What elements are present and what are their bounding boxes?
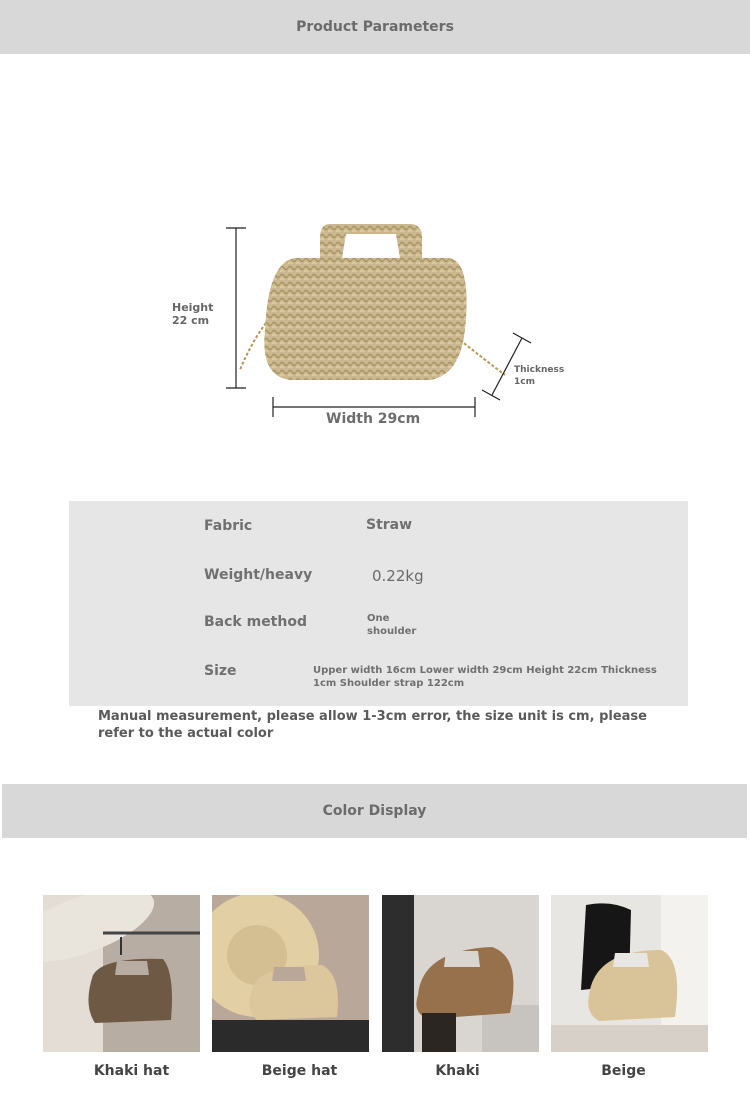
color-thumb-beige-hat[interactable] (212, 895, 369, 1052)
back-method-key: Back method (204, 614, 307, 630)
color-thumb-khaki-hat[interactable] (43, 895, 200, 1052)
color-label-beige: Beige (601, 1063, 646, 1079)
color-label-khaki-hat: Khaki hat (93, 1063, 170, 1079)
color-thumb-beige[interactable] (551, 895, 708, 1052)
product-parameters-title: Product Parameters (296, 19, 454, 35)
fabric-key: Fabric (204, 518, 253, 534)
color-display-title: Color Display (322, 803, 427, 819)
parameter-table (69, 501, 688, 706)
weight-key: Weight/heavy (204, 567, 313, 583)
product-parameters-banner (0, 0, 750, 54)
color-label-khaki: Khaki (435, 1063, 480, 1079)
height-label: Height 22 cm (172, 301, 214, 327)
measurement-note: Manual measurement, please allow 1-3cm error, the size unit is cm, please refer to the actual color (98, 709, 647, 741)
size-value: Upper width 16cm Lower width 29cm Height 22cm Thickness 1cm Shoulder strap 122cm (313, 665, 657, 689)
width-label: Width 29cm (326, 411, 421, 427)
color-thumb-khaki[interactable] (382, 895, 539, 1052)
thickness-label: Thickness 1cm (514, 365, 565, 387)
weight-value: 0.22kg (372, 567, 424, 585)
size-diagram (160, 200, 590, 440)
back-method-value: One shoulder (367, 613, 417, 637)
size-key: Size (204, 663, 237, 679)
color-label-beige-hat: Beige hat (261, 1063, 338, 1079)
color-display-banner (2, 784, 747, 838)
fabric-value: Straw (366, 517, 413, 533)
